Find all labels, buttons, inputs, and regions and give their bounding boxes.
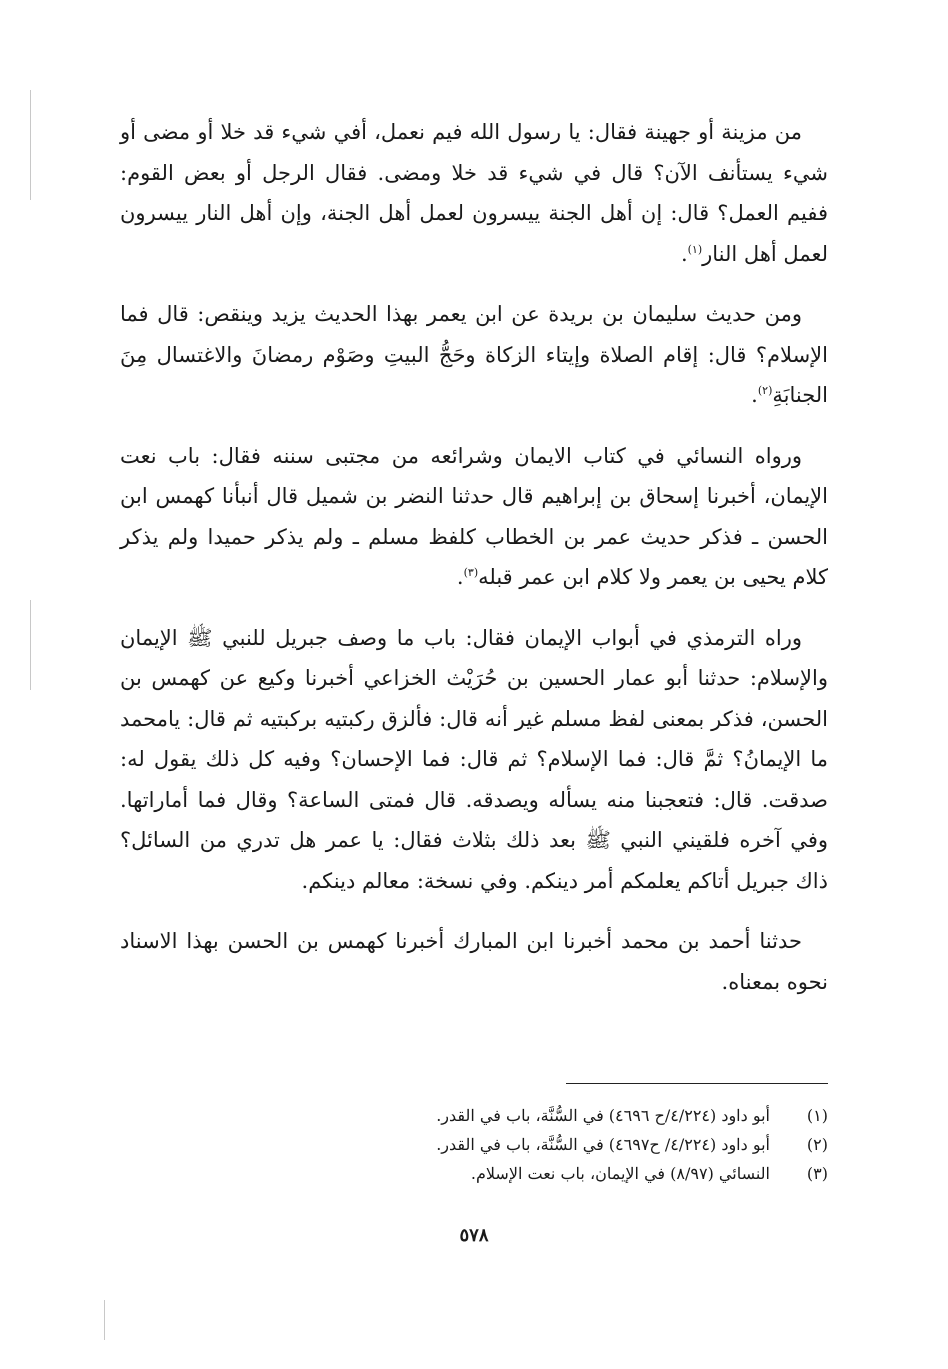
paragraph-tail: . [680, 241, 688, 266]
paragraph-3 [120, 436, 828, 598]
paragraph-2 [120, 294, 828, 416]
footnote-ref-3[interactable]: (٣) [463, 566, 479, 579]
scan-artifact-line [104, 1300, 105, 1340]
paragraph-5 [120, 921, 828, 1002]
paragraph-tail: . [751, 383, 758, 407]
scan-artifact-line [30, 90, 31, 200]
footnote-number: (١) [806, 1106, 828, 1125]
page-number: ٥٧٨ [459, 1225, 489, 1246]
footnote-3 [300, 1159, 828, 1188]
paragraph-text: ورواه النسائي في كتاب الايمان وشرائعه من مجتبى سننه فقال: باب نعت الإيمان، أخبرنا إسحاق بن إبراهيم قال حدثنا النضر بن شميل قال أنبأنا كهمس ابن الحسن ـ فذكر حديث عمر بن الخطاب كلفظ مسلم ـ ولم يذكر حميدا ولم يذكر كلام يحيى بن يعمر ولا كلام ابن عمر قبله [120, 443, 828, 589]
paragraph-text: حدثنا أحمد بن محمد أخبرنا ابن المبارك أخبرنا كهمس بن الحسن بهذا الاسناد نحوه بمعناه. [120, 929, 828, 994]
main-text [120, 112, 828, 1022]
paragraph-4 [120, 618, 828, 902]
paragraph-1 [120, 112, 828, 274]
footnote-2 [300, 1130, 828, 1159]
paragraph-text: من مزينة أو جهينة فقال: يا رسول الله فيم نعمل، أفي شيء قد خلا أو مضى أو شيء يستأنف الآن؟ قال في شيء قد خلا ومضى. فقال الرجل أو بعض القوم: ففيم العمل؟ قال: إن أهل الجنة ييسرون لعمل أهل الجنة، وإن أهل النار ييسرون لعمل أهل النار [120, 120, 828, 266]
footnote-number: (٢) [806, 1135, 828, 1154]
footnote-ref-1[interactable]: (١) [687, 242, 703, 256]
footnote-text: النسائي (٨/٩٧) في الإيمان، باب نعت الإسلام. [470, 1164, 770, 1183]
paragraph-text: وراه الترمذي في أبواب الإيمان فقال: باب ما وصف جبريل للنبي ﷺ الإيمان والإسلام: حدثنا أبو عمار الحسين بن حُرَيْث الخزاعي أخبرنا وكيع عن كهمس بن الحسن، فذكر بمعنى لفظ مسلم غير أنه قال: فألزق ركبتيه بركبتيه ثم قال: يامحمد ما الإيمانُ؟ ثمَّ قال: فما الإسلام؟ ثم قال: فما الإحسان؟ وفيه كل ذلك يقول له: صدقت. قال: فتعجبنا منه يسأله ويصدقه. قال فمتى الساعة؟ وقال فما أماراتها. وفي آخره فلقيني النبي ﷺ بعد ذلك بثلاث فقال: يا عمر هل تدري من السائل؟ ذاك جبريل أتاكم يعلمكم أمر دينكم. وفي نسخة: معالم دينكم. [120, 625, 828, 893]
paragraph-text: ومن حديث سليمان بن بريدة عن ابن يعمر بهذا الحديث يزيد وينقص: قال فما الإسلام؟ قال: إقام الصلاة وإيتاء الزكاة وحَجُّ البيتِ وصَوْم رمضانَ والاغتسال مِنَ الجنابَةِ [120, 302, 828, 407]
footnote-separator [566, 1083, 828, 1084]
footnote-text: أبو داود (٤/٢٢٤/ح ٤٦٩٦) في السُّنَّة، باب في القدر. [436, 1106, 770, 1125]
footnote-number: (٣) [806, 1164, 828, 1183]
footnote-1 [300, 1101, 828, 1130]
footnote-ref-2[interactable]: (٢) [757, 384, 773, 397]
footnotes [300, 1101, 828, 1188]
footnote-text: أبو داود (٤/٢٢٤/ ح٤٦٩٧) في السُّنَّة، باب في القدر. [436, 1135, 770, 1154]
paragraph-tail: . [456, 565, 464, 589]
scan-artifact-line [30, 600, 31, 690]
